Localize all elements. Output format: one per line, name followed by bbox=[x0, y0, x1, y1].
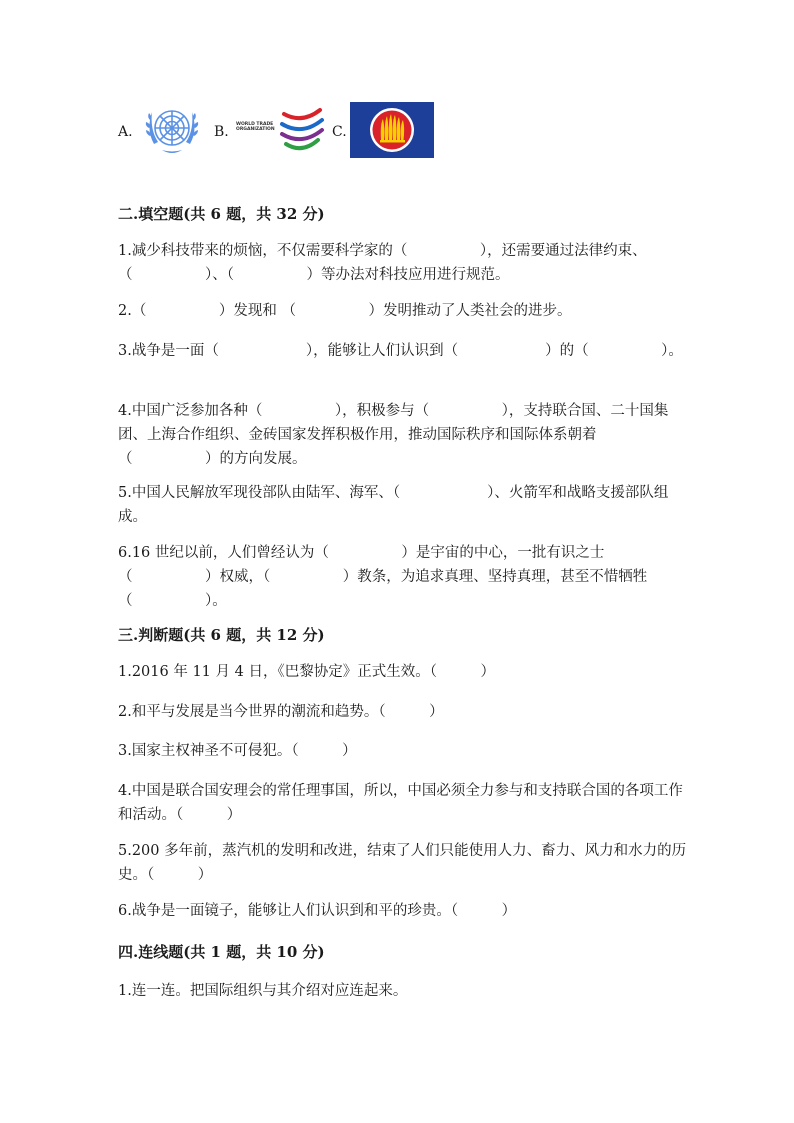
judge-question-6: 6.战争是一面镜子，能够让人们认识到和平的珍贵。（ ） bbox=[118, 903, 517, 919]
option-a-label: A. bbox=[118, 124, 133, 140]
judge-question-5: 5.200 多年前，蒸汽机的发明和改进，结束了人们只能使用人力、畜力、风力和水力的历史。（ ） bbox=[118, 843, 687, 883]
option-c-label: C. bbox=[332, 124, 347, 140]
fill-question-6: 6.16 世纪以前，人们曾经认为（ ）是宇宙的中心，一批有识之士（ ）权威，（ ）教条，为追求真理、坚持真理，甚至不惜牺牲（ ）。 bbox=[118, 545, 648, 609]
section-match-title: 四.连线题(共 1 题，共 10 分) bbox=[118, 943, 325, 961]
fill-question-4: 4.中国广泛参加各种（ ），积极参与（ ），支持联合国、二十国集团、上海合作组织、金砖国家发挥积极作用，推动国际秩序和国际体系朝着（ ）的方向发展。 bbox=[118, 403, 669, 467]
judge-question-3: 3.国家主权神圣不可侵犯。（ ） bbox=[118, 743, 357, 759]
judge-question-1: 1.2016 年 11 月 4 日，《巴黎协定》正式生效。（ ） bbox=[118, 664, 495, 680]
fill-question-2: 2.（ ）发现和 （ ）发明推动了人类社会的进步。 bbox=[118, 303, 572, 319]
fill-question-3: 3.战争是一面（ ），能够让人们认识到（ ）的（ ）。 bbox=[118, 343, 683, 359]
wto-wordmark bbox=[236, 122, 280, 132]
judge-question-4: 4.中国是联合国安理会的常任理事国，所以，中国必须全力参与和支持联合国的各项工作和活动。（ ） bbox=[118, 783, 683, 823]
judge-question-2: 2.和平与发展是当今世界的潮流和趋势。（ ） bbox=[118, 704, 444, 720]
asean-flag-icon bbox=[350, 102, 434, 158]
un-emblem-icon bbox=[140, 100, 204, 160]
fill-question-1: 1.减少科技带来的烦恼，不仅需要科学家的（ ），还需要通过法律约束、（ ）、（ ）等办法对科技应用进行规范。 bbox=[118, 243, 647, 283]
option-b-label: B. bbox=[214, 124, 229, 140]
fill-question-5: 5.中国人民解放军现役部队由陆军、海军、（ ）、火箭军和战略支援部队组成。 bbox=[118, 485, 669, 525]
logo-options-row bbox=[118, 100, 458, 160]
section-fill-blank-title: 二.填空题(共 6 题，共 32 分) bbox=[118, 205, 325, 223]
match-question-1: 1.连一连。把国际组织与其介绍对应连起来。 bbox=[118, 983, 408, 999]
wto-wordmark-line1: WORLD TRADE bbox=[236, 122, 274, 127]
section-judge-title: 三.判断题(共 6 题，共 12 分) bbox=[118, 626, 325, 644]
wto-logo-icon bbox=[278, 106, 326, 156]
wto-wordmark-line2: ORGANIZATION bbox=[236, 127, 275, 132]
